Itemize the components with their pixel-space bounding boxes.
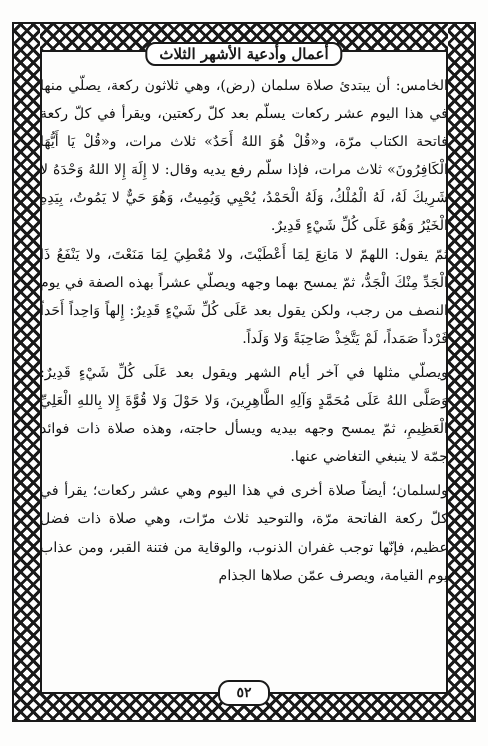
- page-number: ٥٢: [218, 680, 270, 706]
- paragraph-3: ويصلّي مثلها في آخر أيام الشهر ويقول بعد عَلَى كُلِّ شَيْءٍ قَدِيرٌ: وَصَلَّى اللهُ عَلَى مُحَمَّدٍ وَآلِهِ الطَّاهِرِينَ، وَلا حَوْلَ وَلا قُوَّةَ إِلا بِاللهِ الْعَلِيِّ الْعَظِيمِ، ثمّ يمسح وجهه بيديه ويسأل حاجته، وهذه صلاة ذات فوائد جمّة لا ينبغي التغاضي عنها.: [40, 364, 448, 466]
- paragraph-4: ولسلمان؛ أيضاً صلاة أخرى في هذا اليوم وهي عشر ركعات؛ يقرأ في كلّ ركعة الفاتحة مرّة، والتوحيد ثلاث مرّات، وهي صلاة ذات فضل عظيم، فإنّها توجب غفران الذنوب، والوقاية من فتنة القبر، ومن عذاب يوم القيامة، ويصرف عمّن صلاها الجذام: [40, 483, 448, 584]
- paragraph-2: ثمّ يقول: اللهمّ لا مَانِعَ لِمَا أَعْطَيْتَ، ولا مُعْطِيَ لِمَا مَنَعْتَ، ولا يَنْفَعُ ذَا الْجَدِّ مِنْكَ الْجَدُّ، ثمّ يمسح بهما وجهه ويصلّي عشراً بهذه الصفة في يوم النصف من رجب، ولكن يقول بعد عَلَى كُلِّ شَيْءٍ قَدِيرٌ: إِلهاً وَاحِداً أَحَداً فَرْداً صَمَداً، لَمْ يَتَّخِذْ صَاحِبَةً وَلا وَلَداً.: [40, 246, 448, 347]
- page-header-title: أعمال وأدعية الأشهر الثلاث: [145, 42, 342, 66]
- border-left: [14, 24, 40, 720]
- border-right: [448, 24, 474, 720]
- paragraph-1: الخامس: أن يبتدئ صلاة سلمان (رض)، وهي ثلاثون ركعة، يصلّي منها في هذا اليوم عشر ركعات يسلّم بعد كلّ ركعتين، ويقرأ في كلّ ركعة فاتحة الكتاب مرّة، و«قُلْ هُوَ اللهُ أَحَدٌ» ثلاث مرات، و«قُلْ يَا أَيُّهَا الْكَافِرُونَ» ثلاث مرات، فإذا سلّم رفع يديه وقال: لا إِلَهَ إِلا اللهُ وَحْدَهُ لا شَرِيكَ لَهُ، لَهُ الْمُلْكُ، وَلَهُ الْحَمْدُ، يُحْيِي وَيُمِيتُ، وَهُوَ حَيٌّ لا يَمُوتُ، بِيَدِهِ الْخَيْرُ وَهُوَ عَلَى كُلِّ شَيْءٍ قَدِيرٌ.: [40, 78, 448, 235]
- page-body-text: [40, 72, 448, 652]
